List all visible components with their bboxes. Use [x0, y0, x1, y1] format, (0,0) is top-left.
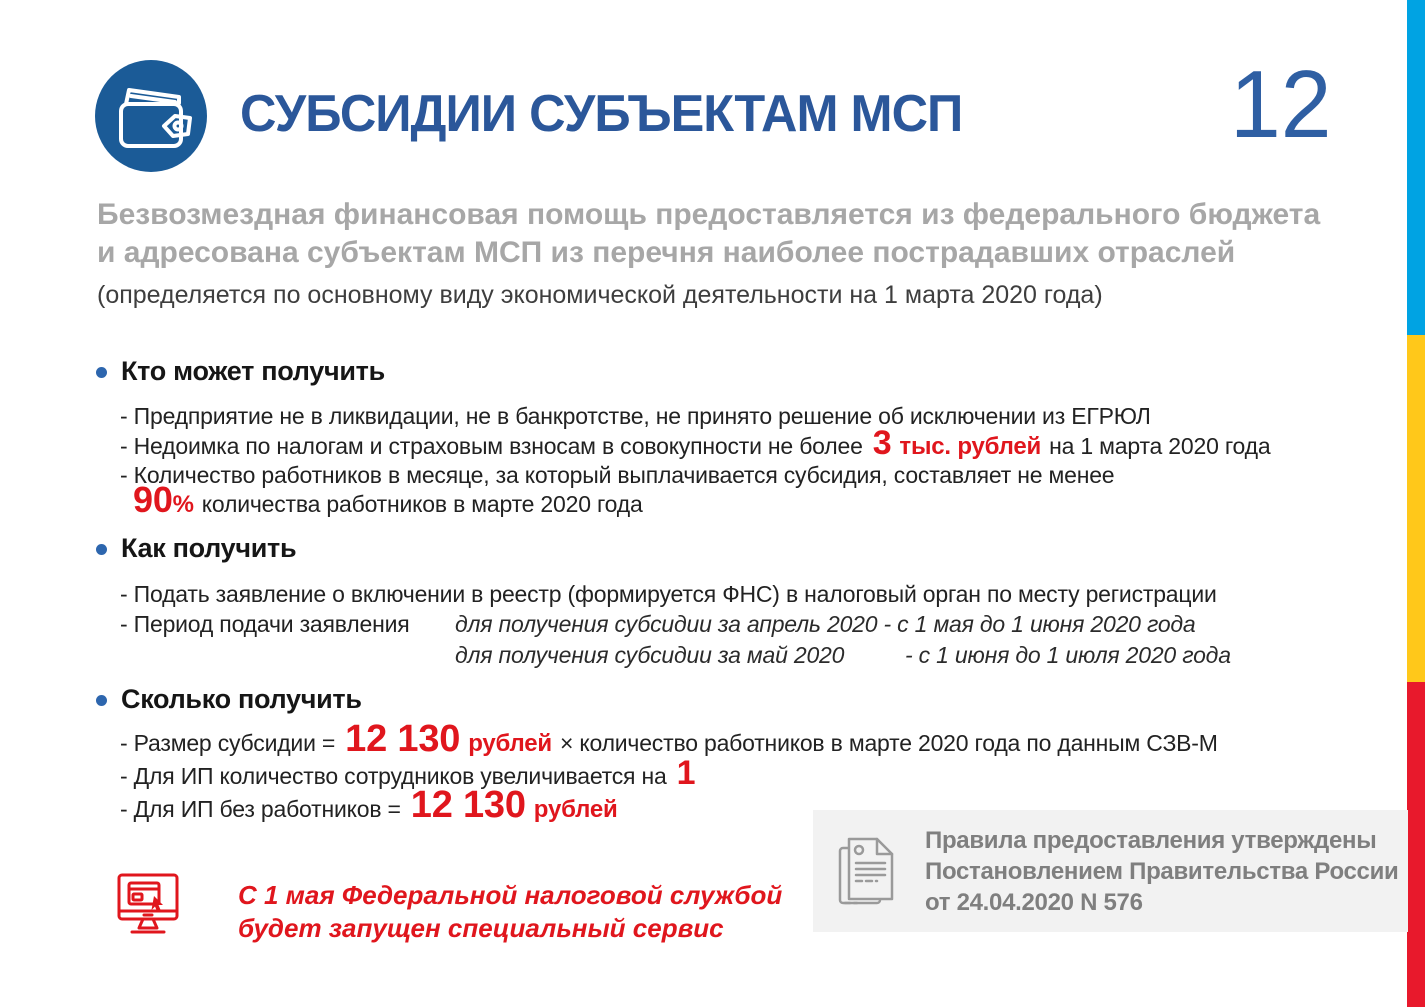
how-much-item-3-text: - Для ИП без работников =	[120, 796, 401, 822]
how-item-1: - Подать заявление о включении в реестр (формируется ФНС) в налоговый орган по месту регистрации	[120, 581, 1217, 607]
who-item-1: - Предприятие не в ликвидации, не в банкротстве, не принято решение об исключении из ЕГРЮЛ	[120, 403, 1151, 429]
edge-stripe-blue	[1407, 0, 1425, 335]
rules-line-2: Постановлением Правительства России	[925, 857, 1399, 885]
service-note-line-1: С 1 мая Федеральной налоговой службой	[238, 880, 783, 910]
wallet-icon	[95, 60, 207, 172]
intro-note: (определяется по основному виду экономической деятельности на 1 марта 2020 года)	[97, 281, 1103, 309]
who-item-3: - Количество работников в месяце, за который выплачивается субсидия, составляет не менее	[120, 462, 1115, 488]
how-item-2-period-may: для получения субсидии за май 2020	[455, 642, 845, 668]
section-title: Как получить	[121, 533, 297, 563]
edge-stripe-red	[1407, 682, 1425, 1007]
monitor-icon	[116, 872, 180, 938]
how-much-item-1-text: - Размер субсидии =	[120, 730, 336, 756]
highlight-12130-2: 12 130	[410, 784, 526, 826]
bullet-icon	[96, 544, 107, 555]
how-item-2-period-april: для получения субсидии за апрель 2020 - с 1 мая до 1 июня 2020 года	[455, 611, 1196, 637]
document-icon	[837, 836, 899, 906]
service-note-line-2: будет запущен специальный сервис	[238, 913, 724, 943]
who-item-3b-tail: количества работников в марте 2020 года	[201, 491, 643, 517]
how-much-item-2-text: - Для ИП количество сотрудников увеличивается на	[120, 763, 667, 789]
section-heading-how	[96, 533, 296, 564]
edge-stripe-yellow	[1407, 335, 1425, 682]
how-much-item-2	[120, 756, 695, 790]
service-note	[238, 879, 782, 945]
section-heading-how-much	[96, 684, 362, 715]
highlight-rubley: рублей	[468, 730, 552, 757]
rules-text	[925, 825, 1399, 918]
highlight-12130: 12 130	[345, 718, 461, 760]
intro-line-2: и адресована субъектам МСП из перечня наиболее пострадавших отраслей	[97, 236, 1236, 269]
intro-paragraph	[97, 196, 1377, 310]
bullet-icon	[96, 367, 107, 378]
highlight-rubley-2: рублей	[533, 796, 618, 823]
how-item-2-period-may-range: - с 1 июня до 1 июля 2020 года	[905, 642, 1231, 668]
how-much-item-3	[120, 786, 618, 824]
rules-box	[813, 810, 1408, 932]
page-title: СУБСИДИИ СУБЪЕКТАМ МСП	[240, 85, 963, 143]
highlight-90: 90	[133, 479, 173, 520]
section-heading-who	[96, 356, 385, 387]
highlight-percent: %	[172, 491, 194, 518]
how-much-item-1-tail: × количество работников в марте 2020 года по данным СЗВ-М	[559, 730, 1218, 756]
how-item-2	[120, 611, 1196, 638]
highlight-tys-rubley: тыс. рублей	[899, 433, 1042, 460]
highlight-3: 3	[872, 424, 892, 462]
rules-line-1: Правила предоставления утверждены	[925, 826, 1377, 854]
who-item-2	[120, 426, 1270, 461]
section-title: Кто может получить	[121, 356, 385, 386]
section-title: Сколько получить	[121, 684, 362, 714]
who-item-2-text: - Недоимка по налогам и страховым взносам в совокупности не более	[120, 433, 863, 459]
how-item-2-label: - Период подачи заявления	[120, 611, 410, 637]
bullet-icon	[96, 695, 107, 706]
page-number: 12	[1230, 51, 1332, 158]
rules-line-3: от 24.04.2020 N 576	[925, 888, 1143, 916]
highlight-1: 1	[676, 754, 696, 792]
intro-line-1: Безвозмездная финансовая помощь предоставляется из федерального бюджета	[97, 198, 1321, 231]
who-item-3b	[133, 479, 643, 520]
who-item-2-tail: на 1 марта 2020 года	[1049, 433, 1271, 459]
how-much-item-1	[120, 720, 1218, 758]
